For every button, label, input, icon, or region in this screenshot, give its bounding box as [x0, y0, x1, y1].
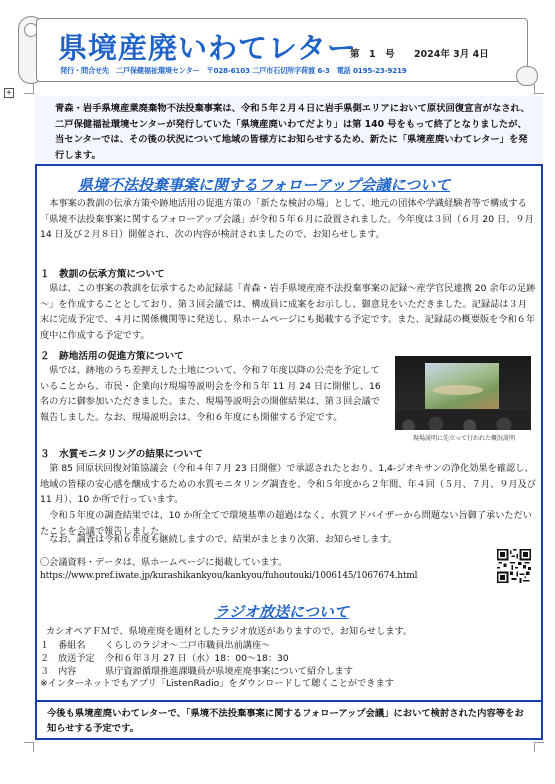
scroll-roll-decoration — [516, 66, 538, 86]
issue-info — [350, 46, 489, 60]
projector-screen — [425, 363, 499, 409]
section-title-followup: 県境不法投棄事案に関するフォローアップ会議について — [78, 176, 451, 194]
list-item — [40, 653, 394, 666]
audience — [395, 410, 531, 430]
row-value: 県庁資源循環推進課職員が県境産廃事案について紹介します — [105, 665, 353, 677]
materials-note: 〇会議資料・データは、県ホームページに掲載しています。 — [40, 557, 288, 568]
intro-notice: 青森・岩手県境産業廃棄物不法投棄事案は、令和５年２月４日に岩手県側エリアにおいて原状回復宣言がなされ、二戸保健福祉環境センターが発行していた「県境産廃いわてだより」は第 140 号をもって終了となりましたが、当センターでは、その後の状況について地域の皆様方にお知らせするため、新たに「県境産廃いわてレター」を発行します。 — [35, 96, 543, 166]
issue-number: 第 1 号 — [350, 49, 395, 60]
row-key: 内容 — [58, 665, 77, 677]
item3-body-2: 令和５年度の調査結果では、10 か所全てで環境基準の超過はなく、水質アドバイザーから問題ない旨御了承いただいたことを会議で報告しました。 — [40, 510, 532, 537]
list-item — [40, 640, 394, 653]
closing-notice: 今後も県境産廃いわてレターで、「県境不法投棄事案に関するフォローアップ会議」において検討された内容等をお知らせする予定です。 — [35, 700, 543, 740]
item1-body: 県は、この事案の教訓を伝承するため記録誌「青森・岩手県境産廃不法投棄事案の記録～産学官民連携 20 余年の足跡～」を作成することとしており、第３回会議では、構成員に成案をお示しし、御意見をいただきました。記録誌は３月末に完成予定で、４月に関係機関等に発送し、県ホームページにも掲載する予定です。また、記録誌の概要版を令和６年度中に作成する予定です。 — [40, 283, 536, 341]
item3-body-3: なお、調査は令和６年度も継続しますので、結果がまとまり次第、お知らせします。 — [49, 534, 398, 545]
publisher-info: 発行・問合せ先 二戸保健福祉環境センター 〒028-6103 二戸市石切所字荷渡 6-3 電話 0195-23-9219 — [60, 66, 407, 75]
qr-code[interactable] — [497, 549, 531, 583]
photo-caption: 現場説明に先立って行われた概況説明 — [412, 435, 515, 442]
item2-heading: ２ 跡地活用の促進方策について — [40, 351, 184, 362]
row-key: 番組名 — [58, 640, 86, 651]
radio-details — [40, 640, 394, 691]
crop-mark — [534, 84, 544, 94]
crop-mark — [24, 84, 34, 94]
crop-mark — [534, 742, 544, 752]
item1-heading: １ 教訓の伝承方策について — [40, 269, 165, 280]
masthead — [14, 12, 542, 88]
row-key: 放送予定 — [58, 652, 95, 664]
briefing-photo — [395, 356, 531, 430]
item3-body-1: 第 85 回原状回復対策協議会（令和４年７月 23 日開催）で承認されたとおり、1,4-ジオキサンの浄化効果を確認し、地域の皆様の安心感を醸成するための水質モニタリング調査を、令和５年度から２年間、年４回（５月、７月、９月及び 11 月）、10 か所で行っています。 — [40, 463, 536, 505]
row-number: ３ — [40, 665, 50, 677]
newsletter-title: 県境産廃いわてレター — [58, 31, 357, 65]
list-item — [40, 666, 394, 679]
row-value: くらしのラジオ～二戸市職員出前講座～ — [105, 640, 271, 651]
radio-app-note: ※インターネットでもアプリ「ListenRadio」をダウンロードして聴くことができます — [40, 678, 394, 690]
row-number: ２ — [40, 652, 50, 664]
item3-heading: ３ 水質モニタリングの結果について — [40, 449, 203, 460]
item2-body: 県では、跡地のうち差押えした土地について、令和７年度以降の公売を予定していることから、市民・企業向け現場等説明会を令和５年 11 月 24 日に開催し、16 名の方に御参加いただきました。また、現場等説明会の開催結果は、第３回会議で報告しました。なお、現場説明会は、令和６年度にも開催する予定です。 — [40, 365, 381, 423]
section-title-radio: ラジオ放送について — [214, 603, 349, 621]
issue-date: 2024年 3月 4日 — [413, 49, 489, 60]
row-value: 令和６年３月 27 日（水）18：00～18：30 — [105, 652, 289, 664]
move-handle-icon[interactable]: + — [4, 88, 14, 98]
radio-intro: カシオペアＦＭで、県境産廃を題材としたラジオ放送がありますので、お知らせします。 — [46, 626, 413, 637]
section1-intro: 本事案の教訓の伝承方策や跡地活用の促進方策の「新たな検討の場」として、地元の団体や学識経験者等で構成する「県境不法投棄事案に関するフォローアップ会議」が令和５年６月に設置されました。今年度は３回（６月 20 日、９月 14 日及び２月８日）開催され、次の内容が検討されましたので、お知らせします。 — [40, 198, 534, 240]
crop-mark — [24, 742, 34, 752]
materials-link[interactable]: https://www.pref.iwate.jp/kurashikankyou/kankyou/fuhoutouki/1006145/1067674.html — [40, 571, 418, 581]
row-number: １ — [40, 640, 50, 651]
